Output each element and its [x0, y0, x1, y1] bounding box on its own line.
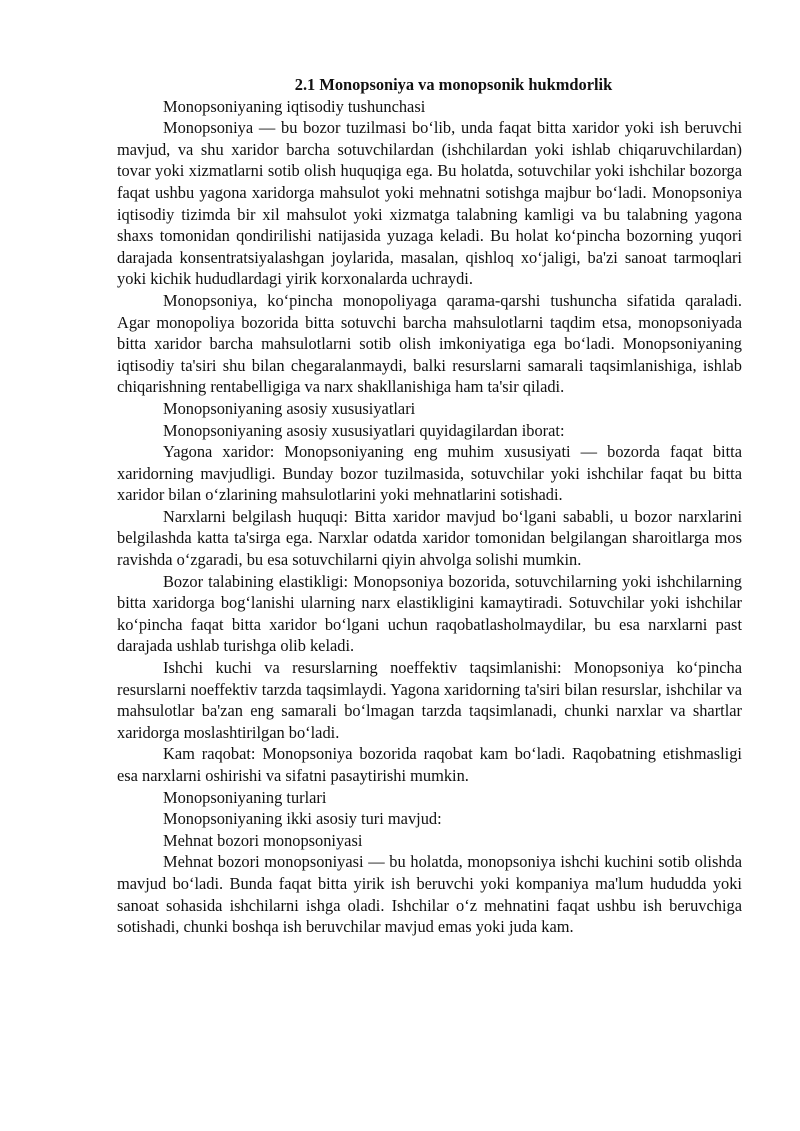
subsection-heading: Mehnat bozori monopsoniyasi [163, 830, 363, 850]
paragraph: Bozor talabining elastikligi: Monopsoniya bozorida, sotuvchilarning yoki ishchilarning bitta xaridorga bog‘lanishi ularning narx elastikligini kamaytiradi. Sotuvchilar yoki ishchilar ko‘pincha faqat bitta xaridor bo‘lgani uchun raqobatlasholmaydilar, bu esa narxlarni past darajada ushlab turishga olib keladi. [117, 571, 742, 656]
intro-line: Monopsoniyaning asosiy xususiyatlari quyidagilardan iborat: [163, 420, 565, 440]
paragraph: Ishchi kuchi va resurslarning noeffektiv taqsimlanishi: Monopsoniya ko‘pincha resurslarni noeffektiv tarzda taqsimlaydi. Yagona xaridorning ta'siri bilan resurslar, ishchilar va mahsulotlar ba'zan eng samarali bo‘lmagan tarzda taqsimlanadi, chunki narxlar va shartlar xaridorga moslashtirilgan bo‘ladi. [117, 658, 742, 742]
paragraph: Yagona xaridor: Monopsoniyaning eng muhim xususiyati — bozorda faqat bitta xaridorning mavjudligi. Bunday bozor tuzilmasida, sotuvchilar yoki ishchilar faqat bu bitta xaridor bilan o‘zlarining mahsulotlarini yoki mehnatlarini sotishadi. [117, 442, 742, 505]
section-heading: Monopsoniyaning asosiy xususiyatlari [163, 398, 416, 418]
document-page [117, 74, 742, 938]
section-heading: Monopsoniyaning iqtisodiy tushunchasi [163, 96, 426, 116]
section-heading: Monopsoniyaning turlari [163, 787, 327, 807]
paragraph: Monopsoniya — bu bozor tuzilmasi bo‘lib, unda faqat bitta xaridor yoki ish beruvchi mavjud, va shu xaridor barcha sotuvchilardan (ishchilardan yoki ishlab chiqaruvchilardan) tovar yoki xizmatlarni sotib olish huquqiga ega. Bu holatda, sotuvchilar yoki ishchilar bozorga faqat ushbu yagona xaridorga mahsulot yoki mehnatni sotishga majbur bo‘ladi. Monopsoniya iqtisodiy tizimda bir xil mahsulot yoki xizmatga talabning kamligi va bu talabning yagona shaxs tomonidan qondirilishi natijasida yuzaga keladi. Bu holat ko‘pincha bozorning yuqori darajada konsentratsiyalashgan joylarida, masalan, qishloq xo‘jaligi, ba'zi sanoat tarmoqlari yoki kichik hududlardagi yirik korxonalarda uchraydi. [117, 118, 742, 289]
intro-line: Monopsoniyaning ikki asosiy turi mavjud: [163, 809, 442, 829]
paragraph: Kam raqobat: Monopsoniya bozorida raqobat kam bo‘ladi. Raqobatning etishmasligi esa narxlarni oshirishi va sifatni pasaytirishi mumkin. [117, 744, 742, 785]
paragraph: Mehnat bozori monopsoniyasi — bu holatda, monopsoniya ishchi kuchini sotib olishda mavjud bo‘ladi. Bunda faqat bitta yirik ish beruvchi yoki kompaniya ma'lum hududda yoki sanoat sohasida ishchilarni ishga oladi. Ishchilar o‘z mehnatini faqat ushbu ish beruvchiga sotishadi, chunki boshqa ish beruvchilar mavjud emas yoki juda kam. [117, 852, 742, 937]
paragraph: Narxlarni belgilash huquqi: Bitta xaridor mavjud bo‘lgani sababli, u bozor narxlarini belgilashda katta ta'sirga ega. Narxlar odatda xaridor tomonidan belgilangan sharoitlarga mos ravishda o‘zgaradi, bu esa sotuvchilarni qiyin ahvolga solishi mumkin. [117, 506, 742, 570]
paragraph: Monopsoniya, ko‘pincha monopoliyaga qarama-qarshi tushuncha sifatida qaraladi. Agar monopoliya bozorida bitta sotuvchi barcha mahsulotlarni taqdim etsa, monopsoniyada bitta xaridor barcha mahsulotlarni sotib olish imkoniyatiga ega bo‘ladi. Monopsoniyaning iqtisodiy ta'siri shu bilan chegaralanmaydi, balki resurslarni samarali taqsimlanishiga, ishlab chiqarishning rentabelligiga va narx shakllanishiga ham ta'sir qiladi. [117, 290, 742, 397]
page-title: 2.1 Monopsoniya va monopsonik hukmdorlik [294, 75, 613, 94]
